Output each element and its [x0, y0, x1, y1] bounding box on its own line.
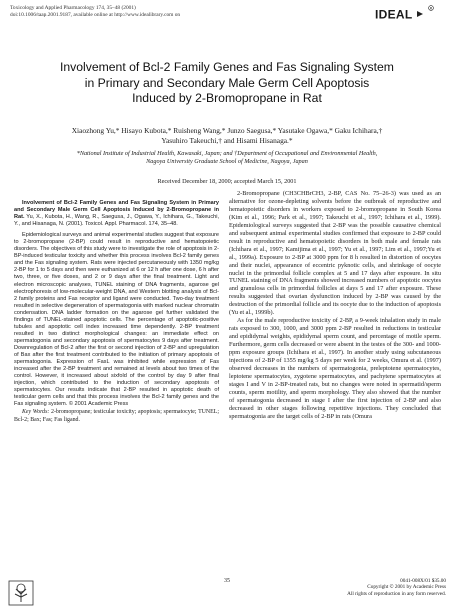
ideal-logo-text: IDEAL: [375, 7, 413, 22]
author-line: Yasuhiro Takeuchi,† and Hisami Hisanaga.*: [161, 135, 293, 145]
keywords: [14, 409, 219, 423]
affiliation-line: *National Institute of Industrial Health, Kawasaki, Japan; and †Department of Occupational and Environmental Health,: [76, 150, 378, 157]
abstract-citation-title: Involvement of Bcl-2 Family Genes and Fas Signaling System in Primary and Secondary Male Germ Cell Apoptosis Induced by 2-Bromopropane in Rat.: [14, 200, 219, 221]
rights-line: All rights of reproduction in any form reserved.: [347, 590, 446, 597]
author-line: Xiaozhong Yu,* Hisayo Kubota,* Ruisheng Wang,* Junzo Saegusa,* Yasutake Ogawa,* Gaku Ichihara,†: [71, 126, 383, 135]
abstract-body: Epidemiological surveys and animal experimental studies suggest that exposure to 2-bromopropane (2-BP) could result in reproductive and hematopoietic disorders. The objectives of this study were to investigate the role of apoptosis in 2-BP-induced testicular toxicity and whether this process involves Bcl-2 family genes and the Fas signaling system. Rats were injected percutaneously with 1350 mg/kg 2-BP for 1 to 5 days and then were euthanized at 6 or 12 h after one dose, 6 h after two, three, or five doses, and 2 or 9 days after the final treatment. Light and electron microscopic analyses, TUNEL staining of DNA fragments, agarose gel electrophoresis of low-molecular-weight DNA, and Western blotting analysis of Bcl-2 family proteins and Fas receptor and ligand were conducted. Two-day treatment resulted in selective degeneration of spermatogonia with marked nuclear chromatin condensation. DNA ladder formation on the agarose gel further validated the findings of TUNEL-stained apoptotic cells. The percentage of apoptotic-positive tubules and apoptotic cell index increased time dependently. 2-BP treatment resulted in two distinct morphological changes: an immediate effect on spermatogonia and secondary apoptosis of spermatocytes 9 days after treatment. Downregulation of Bcl-2 after the first or second injection of 2-BP and upregulation of Bax after the first treatment contributed to the initiation of primary apoptosis of spermatogonia. Expression of FasL was inhibited while expression of Fas increased after the 2-BP treatment and remained at levels about two times of the control. However, it increased about sixfold of the control by day 9 after final injection, which contributed to the induction of secondary apoptosis of spermatocytes. Our results indicate that 2-BP resulted in apoptotic death of testicular germ cells and that this process involves the Bcl-2 family genes and the Fas signaling system. © 2001 Academic Press: [14, 232, 219, 408]
keywords-label: Key Words:: [22, 409, 50, 416]
abstract-citation-rest: Yu, X., Kubota, H., Wang, R., Saegusa, J., Ogawa, Y., Ichihara, G., Takeuchi, Y., and Hisanaga, N. (2001). Toxicol. Appl. Pharmacol. 174, 35–48.: [14, 214, 219, 228]
registered-mark-icon: [428, 5, 434, 11]
journal-header: [10, 5, 290, 18]
intro-column: [229, 190, 441, 421]
title-line: Involvement of Bcl-2 Family Genes and Fas Signaling System: [60, 60, 394, 74]
affiliation: [20, 150, 434, 165]
intro-paragraph: 2-Bromopropane (CH3CHBrCH3, 2-BP, CAS No. 75–26-3) was used as an alternative for ozone-depleting solvents before the outbreak of reproductive and hematopoietic disorders in workers exposed to 2-bromopropane in South Korea (Kim et al., 1996; Park et al., 1997; Takeuchi et al., 1997; Ichihara et al., 1999). Epidemiological surveys suggested that 2-BP was the possible causative chemical and subsequent animal experimental studies confirmed that exposure to 2-BP could result in reproductive and hematopoietic disorders in both male and female rats (Ichihara et al., 1997; Kamijima et al., 1997; Yu et al., 1997; Lim et al., 1997;Yu et al., 1999a). Exposure to 2-BP at 3000 ppm for 8 h resulted in distortion of oocytes and their nuclei, appearance of eccentric pyknotic cells, and shrinkage of oocyte nuclei in the primordial follicle complex at 5 and 17 days after exposure. In situ TUNEL staining of DNA fragments showed increased numbers of apoptotic oocytes and granulosa cells in primordial follicles at days 5 and 17 after exposure. These results suggested that ovarian dysfunction induced by 2-BP was caused by the destruction of the primordial follicle and its oocyte due to the induction of apoptosis (Yu et al., 1999b).: [229, 190, 441, 317]
arrow-icon: [417, 11, 423, 17]
affiliation-line: Nagoya University Graduate School of Medicine, Nagoya, Japan: [146, 157, 308, 165]
title-line: Induced by 2-Bromopropane in Rat: [132, 91, 322, 105]
article-title: [20, 60, 434, 107]
abstract-citation: [14, 200, 219, 228]
issn-line: 0041-008X/01 $35.00: [400, 578, 446, 584]
ideal-logo: [375, 5, 435, 21]
journal-citation: Toxicology and Applied Pharmacology 174, 35–48 (2001): [10, 5, 136, 11]
svg-text:R: R: [429, 6, 432, 11]
author-list: [20, 126, 434, 145]
copyright-line: Copyright © 2001 by Academic Press: [367, 584, 446, 591]
title-line: in Primary and Secondary Male Germ Cell Apoptosis: [84, 75, 370, 90]
copyright-block: [316, 578, 446, 597]
abstract-copyright: © 2001 Academic Press: [68, 401, 129, 408]
tree-logo-icon: [8, 580, 34, 606]
doi-line: doi:10.1006/taap.2001.9187, available online at http://www.idealibrary.com on: [10, 11, 181, 18]
abstract: [14, 200, 219, 424]
received-dates: Received December 18, 2000; accepted March 15, 2001: [157, 178, 297, 185]
intro-paragraph: As for the male reproductive toxicity of 2-BP, a 9-week inhalation study in male rats exposed to 300, 1000, and 3000 ppm 2-BP resulted in reductions in testicular and epididymal weights, epididymal sperm count, and percentage of motile sperm. Furthermore, germ cells decreased or were absent in the testes of the 300- and 1000-ppm exposure groups (Ichihara et al., 1997). In another study using subcutaneous injections of 2-BP of 1355 mg/kg 5 days per week for 2 weeks, Omura et al. (1997) observed decreases in the numbers of spermatogonia, preleptotene spermatocytes, leptotene spermatocytes, zygotene spermatocytes, and pachytene spermatocytes at stages I and V in 2-BP-treated rats, but no changes were noted in spermatid/sperm counts, sperm motility, and sperm morphology. They also showed that the number of spermatogonia decreased in stage I after the first injection of 2-BP and also decreased in other stages following repetitive injections. They concluded that spermatogonia are the target cells of 2-BP in rats (Omura: [229, 317, 441, 420]
keywords-list: 2-bromopropane; testicular toxicity; apoptosis; spermatocyte; TUNEL; Bcl-2; Bax; Fas; Fas ligand.: [14, 409, 220, 423]
page-number: 35: [224, 578, 230, 584]
publisher-logo: [8, 580, 38, 608]
